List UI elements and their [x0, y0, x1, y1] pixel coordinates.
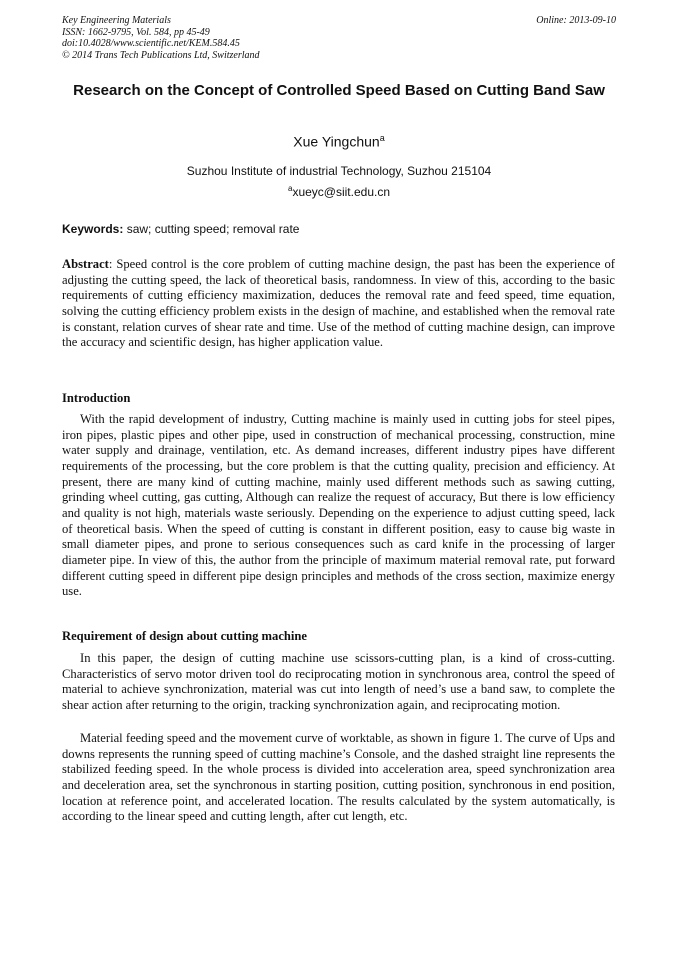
doi-line: doi:10.4028/www.scientific.net/KEM.584.45 — [62, 38, 240, 49]
issn-line: ISSN: 1662-9795, Vol. 584, pp 45-49 — [62, 26, 210, 38]
abstract-text: : Speed control is the core problem of cutting machine design, the past has been the experience of adjusting the cutting speed, the lack of theoretical basis, randomness. In view of this, according to the basic requirements of cutting efficiency maximization, deduces the removal rate and feed speed, time equation, solving the cutting efficiency problem exists in the design of machine, and established when the removal rate is constant, relation curves of shear rate and time. Use of the method of cutting machine design, can improve the accuracy and scientific design, has higher application value. — [62, 257, 615, 350]
paper-title: Research on the Concept of Controlled Speed Based on Cutting Band Saw — [73, 82, 605, 99]
copyright-line: © 2014 Trans Tech Publications Ltd, Switzerland — [62, 49, 260, 61]
intro-paragraph: With the rapid development of industry, Cutting machine is mainly used in cutting jobs for steel pipes, iron pipes, plastic pipes and other pipe, used in construction of mechanical processing, construction, mine water supply and drainage, ventilation, etc. As demand increases, different industry pipes have different requirements of the processing, but the core problem is that the cutting quality, precision and efficiency. At present, there are many kind of cutting machine, mainly used different methods such as sawing cutting, grinding wheel cutting, gas cutting, Although can realize the request of accuracy, But there is low efficiency and quality is not high, materials waste seriously. Depending on the experience to adjust cutting speed, lack of theoretical basis. When the speed of cutting is constant in different position, easy to cause big waste in small diameter pipes, and prone to serious consequences such as card knife in the processing of larger diameter pipe. In view of this, the author from the principle of maximum material removal rate, put forward different cutting speed in different pipe design principles and methods of the cross section, maximize energy use. — [62, 412, 615, 599]
requirement-paragraph-2: Material feeding speed and the movement curve of worktable, as shown in figure 1. The curve of Ups and downs represents the running speed of cutting machine’s Console, and the dashed straight line represents the stabilized feeding speed. In the whole process is divided into acceleration area, speed synchronization area and deceleration area, set the synchronous in starting position, cutting position, synchronous in end position, location at reference point, and accelerated location. The results calculated by the system automatically, is according to the linear speed and cutting length, after cut length, etc. — [62, 731, 615, 824]
affiliation: Suzhou Institute of industrial Technology, Suzhou 215104 — [186, 164, 492, 178]
journal-header — [62, 15, 616, 61]
author-mark: a — [379, 133, 385, 143]
email-address: xueyc@siit.edu.cn — [292, 185, 390, 199]
abstract-label: Abstract — [62, 257, 109, 271]
section-heading-introduction: Introduction — [62, 391, 131, 405]
keywords-label: Keywords: — [62, 222, 124, 236]
journal-name: Key Engineering Materials — [62, 15, 171, 26]
email-line — [62, 184, 616, 199]
email-mark: a — [287, 184, 293, 193]
keywords — [62, 222, 616, 236]
requirement-paragraph-1: In this paper, the design of cutting machine use scissors-cutting plan, is a kind of cross-cutting. Characteristics of servo motor driven tool do reciprocating motion in synchronous area, control the speed of material to achieve synchronization, material was cut into length of need’s use a band saw, to complete the shear action after returning to the origin, tracking synchronization again, and reciprocating motion. — [62, 651, 615, 712]
author-line — [62, 133, 616, 150]
abstract — [62, 257, 615, 351]
section-heading-requirement: Requirement of design about cutting machine — [62, 629, 307, 643]
author-name: Xue Yingchun — [293, 133, 380, 150]
keywords-text: saw; cutting speed; removal rate — [123, 222, 300, 236]
online-date: Online: 2013-09-10 — [536, 15, 616, 26]
